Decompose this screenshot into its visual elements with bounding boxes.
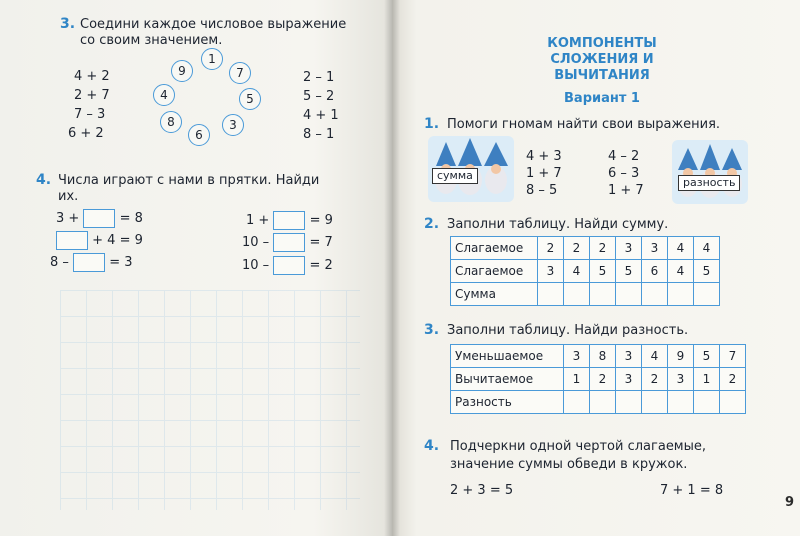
gnome-group-right bbox=[672, 140, 748, 204]
value-circle: 1 bbox=[201, 48, 223, 70]
value-circle: 4 bbox=[153, 84, 175, 106]
gnome-expressions-col2 bbox=[608, 148, 644, 199]
table-cell: 2 bbox=[564, 237, 590, 260]
expr-part: 8 – bbox=[50, 255, 69, 270]
table-cell: 3 bbox=[616, 237, 642, 260]
answer-box[interactable] bbox=[83, 209, 115, 228]
book-spine bbox=[384, 0, 400, 536]
table-cell: 4 bbox=[694, 237, 720, 260]
expression: 4 + 1 bbox=[303, 108, 339, 123]
answer-cell[interactable] bbox=[590, 283, 616, 306]
table-row bbox=[451, 391, 746, 414]
table-cell: 1 bbox=[564, 368, 590, 391]
expression: 6 + 2 bbox=[68, 126, 104, 141]
table-cell: 5 bbox=[694, 345, 720, 368]
expression: 7 – 3 bbox=[74, 107, 106, 122]
answer-cell[interactable] bbox=[616, 391, 642, 414]
expression: 2 + 7 bbox=[74, 88, 110, 103]
task4-text-line1: Числа играют с нами в прятки. Найди bbox=[58, 173, 320, 188]
expression: 2 – 1 bbox=[303, 70, 335, 85]
table-cell: 3 bbox=[616, 345, 642, 368]
table-cell: 6 bbox=[642, 260, 668, 283]
expr-part: 3 + bbox=[56, 211, 80, 226]
expression: 1 + 7 bbox=[526, 166, 562, 181]
page-title bbox=[502, 36, 702, 84]
rtask4-number: 4. bbox=[424, 438, 440, 454]
answer-cell[interactable] bbox=[668, 283, 694, 306]
table-row bbox=[451, 345, 746, 368]
task4-text-line2: их. bbox=[58, 189, 79, 204]
rtask1-number: 1. bbox=[424, 116, 440, 132]
page-number: 9 bbox=[784, 495, 794, 510]
answer-cell[interactable] bbox=[720, 391, 746, 414]
task3-right-expressions bbox=[303, 68, 339, 144]
answer-cell[interactable] bbox=[668, 391, 694, 414]
answer-box[interactable] bbox=[273, 233, 305, 252]
equation: 7 + 1 = 8 bbox=[660, 483, 724, 498]
puzzle-row bbox=[242, 256, 333, 275]
answer-cell[interactable] bbox=[642, 391, 668, 414]
expression: 4 + 2 bbox=[74, 69, 110, 84]
left-page bbox=[0, 0, 392, 536]
expr-part: = 9 bbox=[309, 213, 333, 228]
answer-box[interactable] bbox=[56, 231, 88, 250]
row-label: Уменьшаемое bbox=[451, 345, 564, 368]
table-cell: 3 bbox=[564, 345, 590, 368]
answer-box[interactable] bbox=[273, 256, 305, 275]
expression: 8 – 1 bbox=[303, 127, 335, 142]
answer-cell[interactable] bbox=[590, 391, 616, 414]
value-circle: 8 bbox=[160, 111, 182, 133]
task3-left-expressions bbox=[68, 67, 110, 143]
task3-text-line2: со своим значением. bbox=[80, 33, 223, 48]
table-row bbox=[451, 237, 720, 260]
equation: 2 + 3 = 5 bbox=[450, 483, 514, 498]
expr-part: 1 + bbox=[246, 213, 270, 228]
tag-sum: сумма bbox=[432, 168, 478, 184]
puzzle-row bbox=[50, 253, 132, 272]
right-page bbox=[392, 0, 800, 536]
expr-part: 10 – bbox=[242, 235, 270, 250]
table-cell: 2 bbox=[720, 368, 746, 391]
expr-part: + 4 = 9 bbox=[92, 233, 143, 248]
expression: 8 – 5 bbox=[526, 183, 558, 198]
expr-part: = 8 bbox=[119, 211, 143, 226]
value-circle: 6 bbox=[188, 124, 210, 146]
table-cell: 3 bbox=[668, 368, 694, 391]
table-row bbox=[451, 283, 720, 306]
expression: 4 – 2 bbox=[608, 149, 640, 164]
table-cell: 7 bbox=[720, 345, 746, 368]
expr-part: 10 – bbox=[242, 258, 270, 273]
rtask4-text-line2: значение суммы обведи в кружок. bbox=[450, 457, 688, 472]
rtask3-text: Заполни таблицу. Найди разность. bbox=[447, 323, 689, 338]
expr-part: = 7 bbox=[309, 235, 333, 250]
table-cell: 4 bbox=[564, 260, 590, 283]
row-label: Вычитаемое bbox=[451, 368, 564, 391]
table-cell: 9 bbox=[668, 345, 694, 368]
task3-number: 3. bbox=[60, 16, 76, 32]
title-line: КОМПОНЕНТЫ bbox=[547, 36, 657, 51]
table-cell: 5 bbox=[590, 260, 616, 283]
table-cell: 5 bbox=[694, 260, 720, 283]
row-label: Разность bbox=[451, 391, 564, 414]
difference-table bbox=[450, 344, 746, 414]
rtask2-text: Заполни таблицу. Найди сумму. bbox=[447, 217, 669, 232]
row-label: Сумма bbox=[451, 283, 538, 306]
row-label: Слагаемое bbox=[451, 237, 538, 260]
expression: 1 + 7 bbox=[608, 183, 644, 198]
expression: 6 – 3 bbox=[608, 166, 640, 181]
answer-cell[interactable] bbox=[642, 283, 668, 306]
task4-number: 4. bbox=[36, 172, 52, 188]
table-row bbox=[451, 260, 720, 283]
expression: 4 + 3 bbox=[526, 149, 562, 164]
title-line: СЛОЖЕНИЯ И ВЫЧИТАНИЯ bbox=[550, 52, 654, 83]
answer-cell[interactable] bbox=[694, 283, 720, 306]
rtask4-text-line1: Подчеркни одной чертой слагаемые, bbox=[450, 439, 707, 454]
rtask3-number: 3. bbox=[424, 322, 440, 338]
table-cell: 3 bbox=[538, 260, 564, 283]
table-cell: 2 bbox=[590, 237, 616, 260]
table-cell: 8 bbox=[590, 345, 616, 368]
value-circle: 5 bbox=[239, 88, 261, 110]
table-cell: 2 bbox=[642, 368, 668, 391]
puzzle-row bbox=[56, 209, 143, 228]
table-cell: 4 bbox=[668, 237, 694, 260]
table-row bbox=[451, 368, 746, 391]
table-cell: 3 bbox=[616, 368, 642, 391]
puzzle-row bbox=[242, 233, 333, 252]
rtask2-number: 2. bbox=[424, 216, 440, 232]
table-cell: 2 bbox=[538, 237, 564, 260]
answer-cell[interactable] bbox=[538, 283, 564, 306]
answer-box[interactable] bbox=[73, 253, 105, 272]
value-circle: 3 bbox=[222, 114, 244, 136]
value-circle: 9 bbox=[171, 60, 193, 82]
table-cell: 4 bbox=[668, 260, 694, 283]
task3-text-line1: Соедини каждое числовое выражение bbox=[80, 17, 347, 32]
expr-part: = 3 bbox=[109, 255, 133, 270]
row-label: Слагаемое bbox=[451, 260, 538, 283]
gnome-expressions-col1 bbox=[526, 148, 562, 199]
sum-table bbox=[450, 236, 720, 306]
puzzle-row bbox=[246, 211, 333, 230]
table-cell: 4 bbox=[642, 345, 668, 368]
table-cell: 1 bbox=[694, 368, 720, 391]
rtask1-text: Помоги гномам найти свои выражения. bbox=[447, 117, 721, 132]
expr-part: = 2 bbox=[309, 258, 333, 273]
answer-cell[interactable] bbox=[564, 283, 590, 306]
tag-difference: разность bbox=[678, 175, 740, 191]
gnome-illustration bbox=[672, 140, 748, 204]
variant-label: Вариант 1 bbox=[564, 91, 640, 106]
answer-box[interactable] bbox=[273, 211, 305, 230]
table-cell: 2 bbox=[590, 368, 616, 391]
puzzle-row bbox=[56, 231, 143, 250]
answer-cell[interactable] bbox=[616, 283, 642, 306]
expression: 5 – 2 bbox=[303, 89, 335, 104]
table-cell: 5 bbox=[616, 260, 642, 283]
show-through-grid bbox=[60, 290, 360, 510]
answer-cell[interactable] bbox=[564, 391, 590, 414]
value-circle: 7 bbox=[229, 62, 251, 84]
answer-cell[interactable] bbox=[694, 391, 720, 414]
table-cell: 3 bbox=[642, 237, 668, 260]
